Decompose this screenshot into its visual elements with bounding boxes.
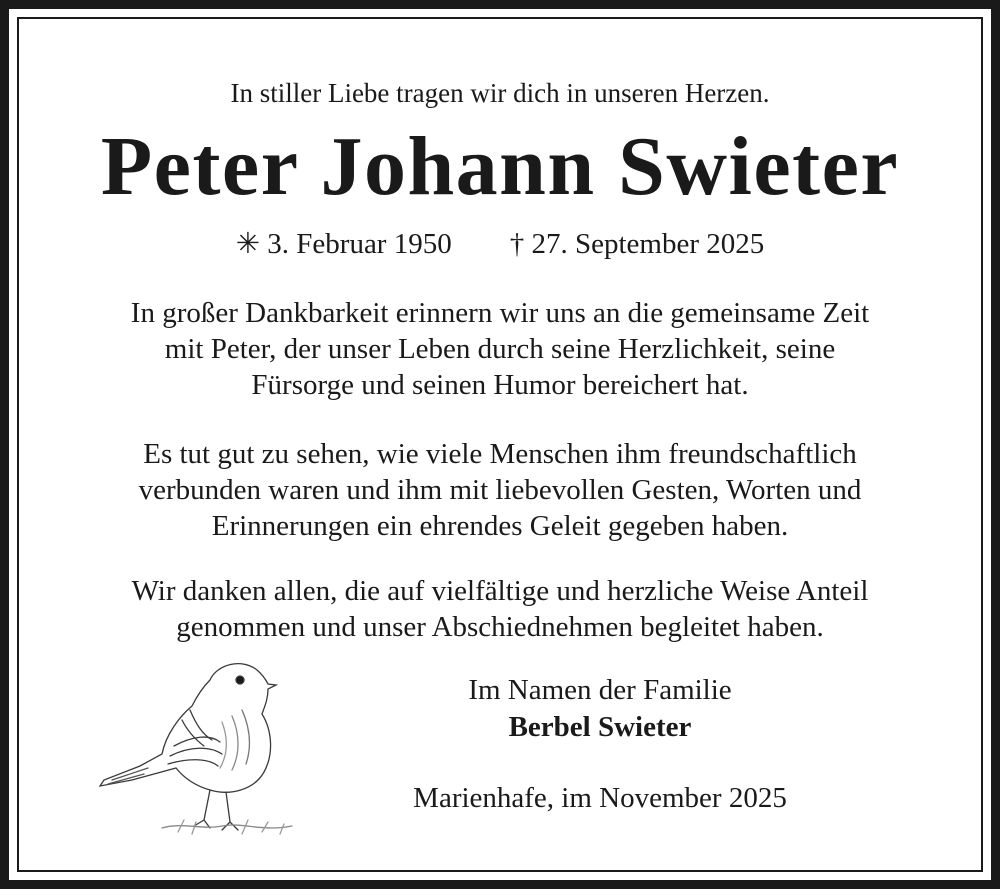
robin-bird-icon: [92, 650, 312, 840]
place-date: Marienhafe, im November 2025: [413, 782, 787, 814]
death-date: † 27. September 2025: [509, 228, 765, 260]
paragraph-thanks: [0, 573, 1000, 645]
paragraph-line: Fürsorge und seinen Humor bereichert hat.: [251, 369, 749, 401]
paragraph-friendship: [0, 436, 1000, 544]
paragraph-line: Es tut gut zu sehen, wie viele Menschen ihm freundschaftlich: [143, 438, 857, 470]
life-dates: [0, 226, 1000, 261]
paragraph-line: verbunden waren und ihm mit liebevollen Gesten, Worten und: [138, 474, 862, 506]
paragraph-line: genommen und unser Abschiednehmen begleitet haben.: [176, 611, 824, 643]
signature-intro: Im Namen der Familie: [468, 674, 732, 706]
birth-date: ✳ 3. Februar 1950: [235, 228, 452, 260]
paragraph-line: Wir danken allen, die auf vielfältige und herzliche Weise Anteil: [131, 575, 869, 607]
paragraph-line: In großer Dankbarkeit erinnern wir uns an die gemeinsame Zeit: [130, 297, 870, 329]
motto-line: In stiller Liebe tragen wir dich in unseren Herzen.: [230, 78, 770, 108]
paragraph-line: Erinnerungen ein ehrendes Geleit gegeben haben.: [211, 510, 789, 542]
paragraph-line: mit Peter, der unser Leben durch seine Herzlichkeit, seine: [164, 333, 836, 365]
paragraph-gratitude: [0, 295, 1000, 403]
signer-name: Berbel Swieter: [508, 711, 692, 743]
deceased-name: Peter Johann Swieter: [100, 120, 900, 213]
